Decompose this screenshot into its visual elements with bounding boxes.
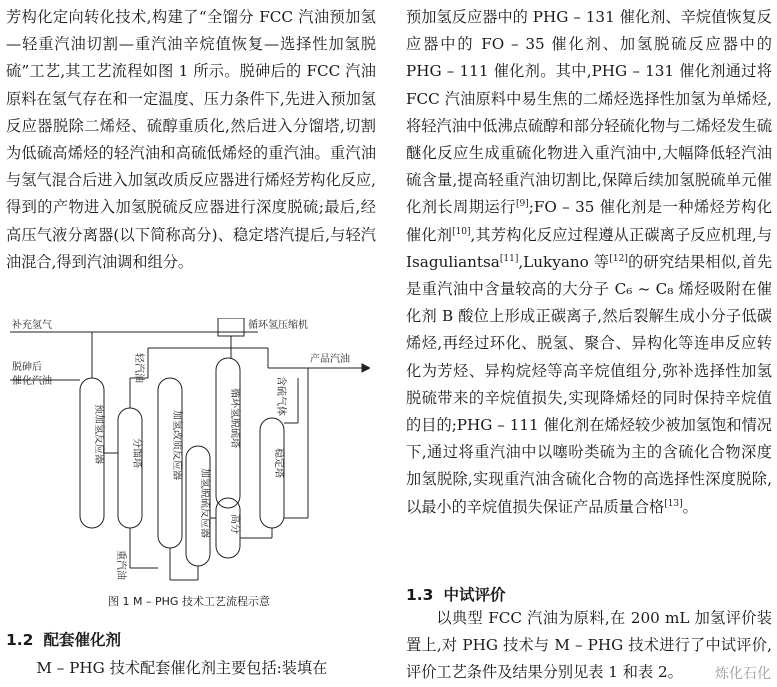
section-number-13: 1.3	[406, 586, 434, 604]
right-paragraph-2: 以典型 FCC 汽油为原料,在 200 mL 加氢评价装置上,对 PHG 技术与 M – PHG 技术进行了中试评价,评价工艺条件及结果分别见表 1 和表 2。	[406, 609, 772, 681]
h2-desulfurizer-label: 循环氢脱硫塔	[229, 388, 240, 448]
section-title-13: 中试评价	[443, 586, 506, 604]
light-gasoline-label: 轻汽油	[133, 353, 144, 383]
right-text-1c: ,其芳构化反应过程遵从正碳离子反应机理,与 Isaguliantsa	[406, 225, 773, 271]
left-paragraph-1: 芳构化定向转化技术,构建了“全馏分 FCC 汽油预加氢—轻重汽油切割—重汽油辛烷值恢复—选择性加氢脱硫”工艺,其工艺流程如图 1 所示。脱砷后的 FCC 汽油原料在氢气存在和一定温度、压力条件下,先进入预加氢反应器脱除二烯烃、硫醇重质化,然后进入分馏塔,切割为低硫高烯烃的轻汽油和高硫低烯烃的重汽油。重汽油与氢气混合后进入加氢改质反应器进行烯烃芳构化反应,得到的产物进入加氢脱硫反应器进行深度脱硫;最后,经高压气液分离器(以下简称高分)、稳定塔汽提后,与轻汽油混合,得到汽油调和组分。	[6, 8, 376, 271]
feed-label-1: 脱砷后	[12, 362, 42, 373]
citation-13: [13]	[664, 498, 683, 509]
right-text-1: 预加氢反应器中的 PHG – 131 催化剂、辛烷值恢复反应器中的 FO – 35 催化剂、加氢脱硫反应器中的 PHG – 111 催化剂。其中,PHG – 131 催化剂通过将 FCC 汽油原料中易生焦的二烯烃选择性加氢为单烯烃,将轻汽油中低沸点硫醇和部分轻硫化物与二烯烃发生硫醚化反应生成重硫化物进入重汽油中,大幅降低轻汽油硫含量,提高轻重汽油切割比,保障后续加氢脱硫单元催化剂长周期运行	[406, 8, 772, 217]
compressor-label: 循环氢压缩机	[248, 320, 308, 331]
right-text-1e: 的研究结果相似,首先是重汽油中含量较高的大分子 C₆ ~ C₈ 烯烃吸附在催化剂 B 酸位上形成正碳离子,然后裂解生成小分子低碳烯烃,再经过环化、脱氢、聚合、异构化等连串反应转化为芳烃、异构烷烃等高辛烷值组分,弥补选择性加氢脱硫带来的辛烷值损失,实现降烯烃的同时保持辛烷值的目的;PHG – 111 催化剂在烯烃较少被加氢饱和情况下,通过将重汽油中以噻吩类硫为主的含硫化合物深度加氢脱除,实现重汽油含硫化合物的高选择性深度脱除,以最小的辛烷值损失保证产品质量合格	[406, 252, 773, 516]
upgrading-reactor-label: 加氢改质反应器	[171, 410, 182, 480]
right-paragraph-1	[406, 4, 772, 521]
process-flow-figure	[8, 318, 370, 614]
fractionator-shape	[118, 408, 142, 528]
fractionator-label: 分馏塔	[131, 438, 142, 468]
sulfur-gas-label: 含硫气体	[275, 376, 286, 416]
section-number: 1.2	[6, 631, 34, 649]
section-heading-1-2	[6, 628, 121, 650]
left-column	[6, 4, 376, 276]
watermark: 炼化石化	[715, 666, 771, 682]
hp-separator-label: 高分	[229, 514, 240, 534]
feed-label-2: 催化汽油	[12, 376, 52, 387]
stabilizer-label: 稳定塔	[273, 448, 284, 478]
right-text-1b: ;FO – 35 催化剂是一种烯烃芳构化催化剂	[406, 198, 773, 244]
section-title: 配套催化剂	[43, 631, 121, 649]
section-heading-1-3	[406, 583, 505, 605]
citation-11: [11]	[499, 253, 519, 264]
right-text-1d: ,Lukyano 等	[518, 252, 610, 271]
citation-12: [12]	[609, 253, 628, 264]
compressor-shape	[218, 318, 244, 336]
reactor1-label: 预加氢反应器	[93, 404, 104, 464]
hds-reactor-label: 加氢脱硫反应器	[199, 468, 210, 538]
right-column	[406, 4, 772, 521]
heavy-gasoline-label: 重汽油	[115, 550, 126, 580]
citation-9: [9]	[515, 199, 529, 210]
process-flow-diagram	[8, 318, 370, 598]
figure-caption: 图 1 M – PHG 技术工艺流程示意	[108, 595, 270, 608]
product-label: 产品汽油	[310, 354, 350, 365]
makeup-hydrogen-label: 补充氢气	[12, 320, 52, 331]
right-text-1f: 。	[682, 497, 698, 516]
left-paragraph-2: M – PHG 技术配套催化剂主要包括:装填在	[36, 659, 328, 677]
citation-10: [10]	[452, 226, 471, 237]
